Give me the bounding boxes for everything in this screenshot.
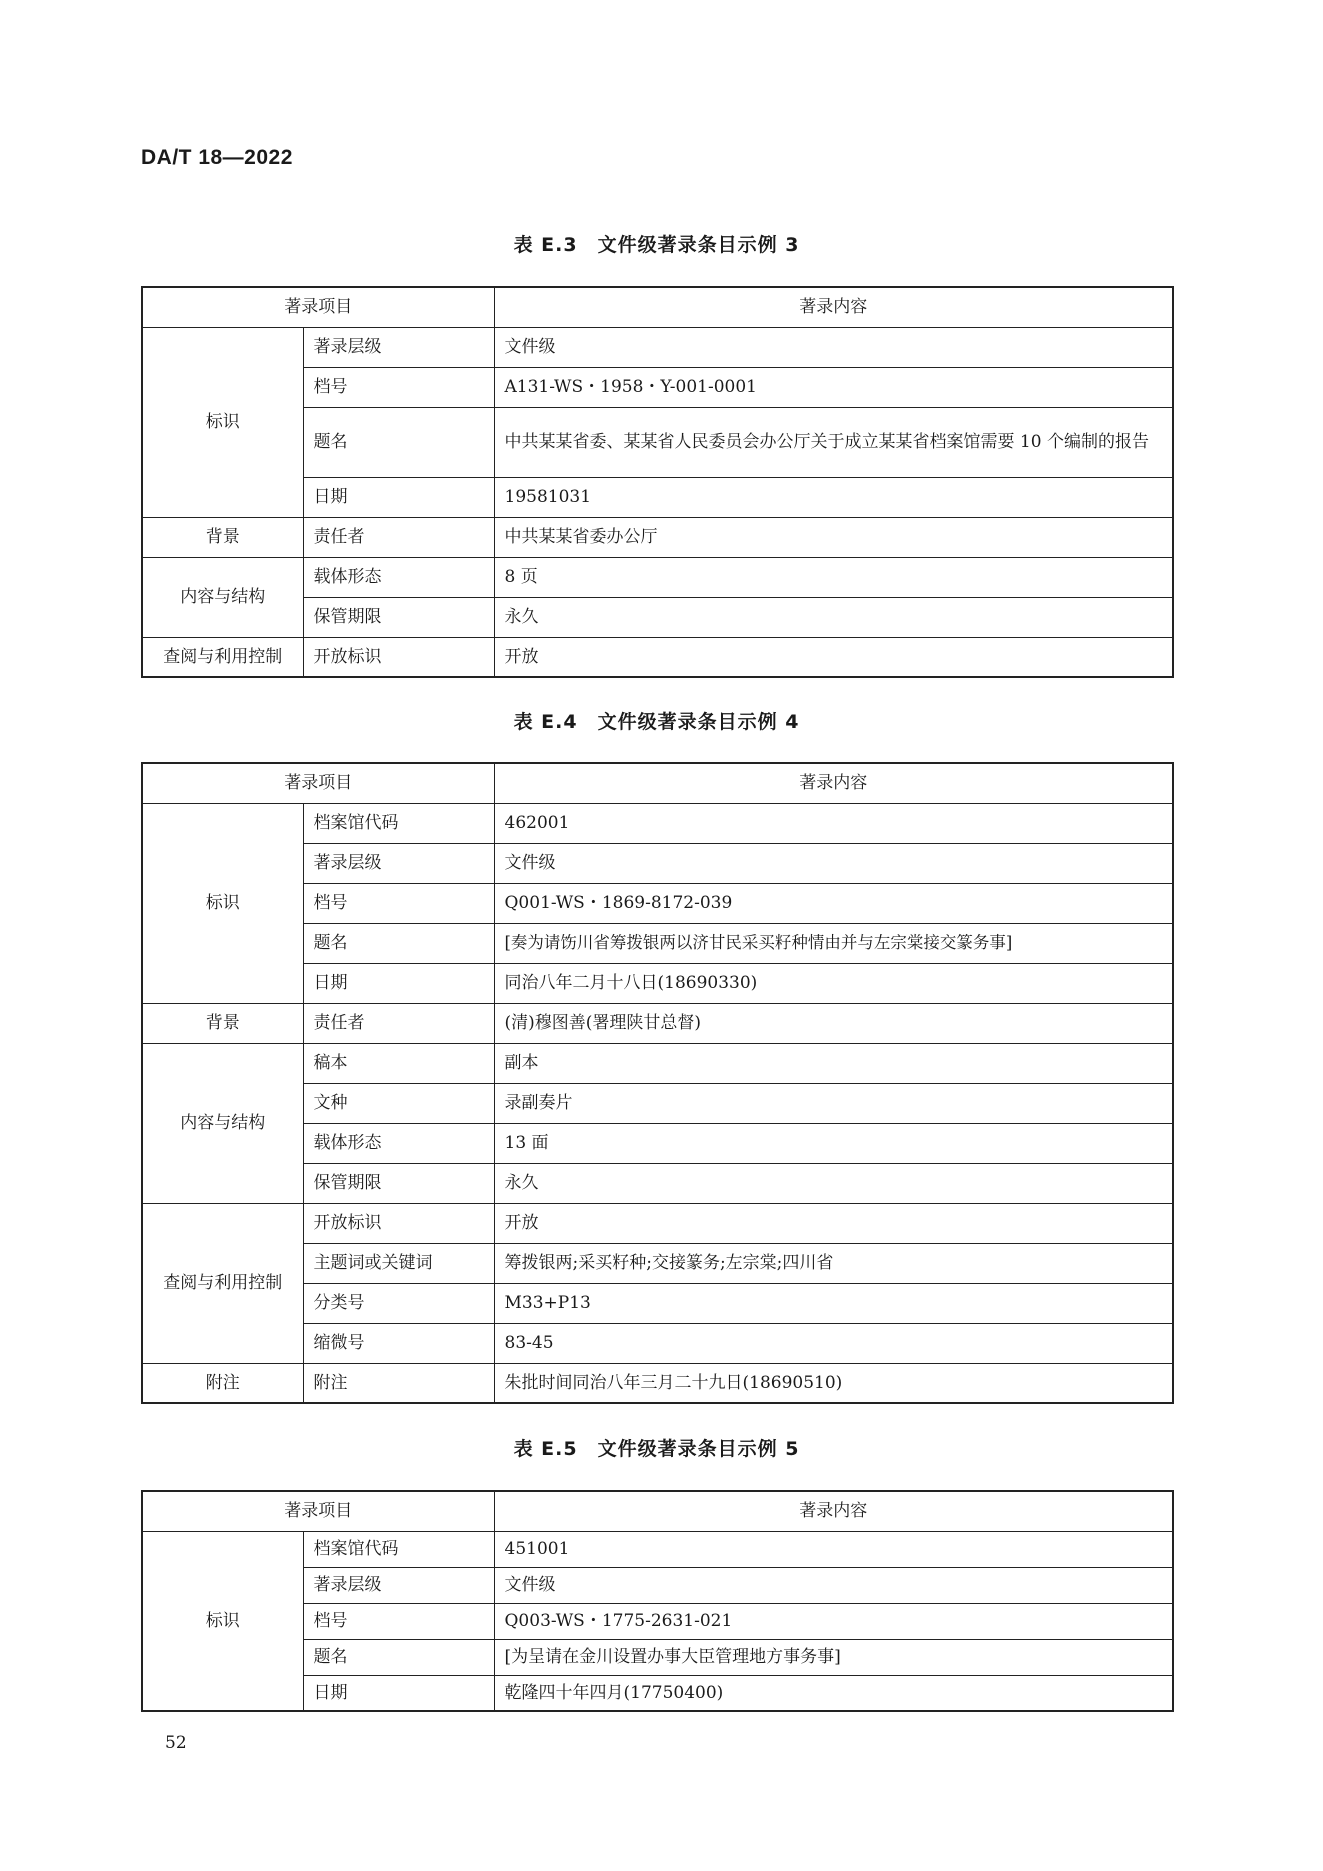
header-content: 著录内容 [494,1491,1173,1531]
field-label: 缩微号 [303,1323,494,1363]
field-value: 乾隆四十年四月(17750400) [494,1675,1173,1711]
field-label: 稿本 [303,1043,494,1083]
field-label: 档号 [303,883,494,923]
field-value: 13 面 [494,1123,1173,1163]
group-label: 查阅与利用控制 [142,1203,303,1363]
field-value: 8 页 [494,557,1173,597]
field-label: 题名 [303,923,494,963]
field-value: 永久 [494,1163,1173,1203]
group-label: 查阅与利用控制 [142,637,303,677]
field-value: 永久 [494,597,1173,637]
table-row [142,1003,1173,1043]
field-label: 主题词或关键词 [303,1243,494,1283]
header-item: 著录项目 [142,763,494,803]
field-value: 83-45 [494,1323,1173,1363]
header-item: 著录项目 [142,287,494,327]
table-header-row [142,763,1173,803]
field-value: 462001 [494,803,1173,843]
field-label: 著录层级 [303,327,494,367]
field-label: 附注 [303,1363,494,1403]
table-e4 [141,762,1174,1404]
field-value: 文件级 [494,1567,1173,1603]
field-value: 中共某某省委办公厅 [494,517,1173,557]
field-label: 档案馆代码 [303,1531,494,1567]
table-row [142,637,1173,677]
field-label: 档号 [303,1603,494,1639]
group-label: 标识 [142,803,303,1003]
group-label: 标识 [142,327,303,517]
field-label: 保管期限 [303,597,494,637]
field-value: 筹拨银两;采买籽种;交接篆务;左宗棠;四川省 [494,1243,1173,1283]
field-label: 分类号 [303,1283,494,1323]
group-label: 背景 [142,517,303,557]
field-value: 开放 [494,1203,1173,1243]
field-value: [为呈请在金川设置办事大臣管理地方事务事] [494,1639,1173,1675]
table-caption-e3: 表 E.3 文件级著录条目示例 3 [513,234,800,256]
table-header-row [142,1491,1173,1531]
table-caption-e4: 表 E.4 文件级著录条目示例 4 [513,711,800,733]
field-value: 451001 [494,1531,1173,1567]
field-value: (清)穆图善(署理陕甘总督) [494,1003,1173,1043]
table-row [142,1203,1173,1243]
field-value: 开放 [494,637,1173,677]
table-row [142,517,1173,557]
field-value: 朱批时间同治八年三月二十九日(18690510) [494,1363,1173,1403]
field-value: A131-WS・1958・Y-001-0001 [494,367,1173,407]
field-value: Q003-WS・1775-2631-021 [494,1603,1173,1639]
field-label: 日期 [303,963,494,1003]
table-header-row [142,287,1173,327]
field-value: M33+P13 [494,1283,1173,1323]
group-label: 标识 [142,1531,303,1711]
table-e5 [141,1490,1174,1712]
table-row [142,1043,1173,1083]
group-label: 内容与结构 [142,1043,303,1203]
field-label: 档案馆代码 [303,803,494,843]
field-value: 中共某某省委、某某省人民委员会办公厅关于成立某某省档案馆需要 10 个编制的报告 [494,407,1173,477]
field-label: 题名 [303,407,494,477]
field-label: 日期 [303,1675,494,1711]
table-row [142,803,1173,843]
table-row [142,327,1173,367]
document-code: DA/T 18—2022 [141,146,293,169]
field-label: 题名 [303,1639,494,1675]
table-row [142,1531,1173,1567]
field-label: 著录层级 [303,1567,494,1603]
table-e3 [141,286,1174,678]
field-label: 日期 [303,477,494,517]
field-label: 档号 [303,367,494,407]
field-value: 文件级 [494,327,1173,367]
field-label: 文种 [303,1083,494,1123]
field-value: 19581031 [494,477,1173,517]
group-label: 附注 [142,1363,303,1403]
header-content: 著录内容 [494,287,1173,327]
field-label: 开放标识 [303,1203,494,1243]
table-row [142,557,1173,597]
field-label: 责任者 [303,517,494,557]
field-label: 开放标识 [303,637,494,677]
field-label: 载体形态 [303,1123,494,1163]
group-label: 内容与结构 [142,557,303,637]
header-item: 著录项目 [142,1491,494,1531]
field-label: 著录层级 [303,843,494,883]
group-label: 背景 [142,1003,303,1043]
field-value: 文件级 [494,843,1173,883]
field-label: 责任者 [303,1003,494,1043]
field-label: 载体形态 [303,557,494,597]
table-row [142,1363,1173,1403]
field-value: 同治八年二月十八日(18690330) [494,963,1173,1003]
field-label: 保管期限 [303,1163,494,1203]
field-value: 录副奏片 [494,1083,1173,1123]
field-value: 副本 [494,1043,1173,1083]
field-value: Q001-WS・1869-8172-039 [494,883,1173,923]
field-value: [奏为请饬川省筹拨银两以济甘民采买籽种情由并与左宗棠接交篆务事] [494,923,1173,963]
table-caption-e5: 表 E.5 文件级著录条目示例 5 [513,1438,800,1460]
header-content: 著录内容 [494,763,1173,803]
page-number: 52 [165,1733,187,1753]
